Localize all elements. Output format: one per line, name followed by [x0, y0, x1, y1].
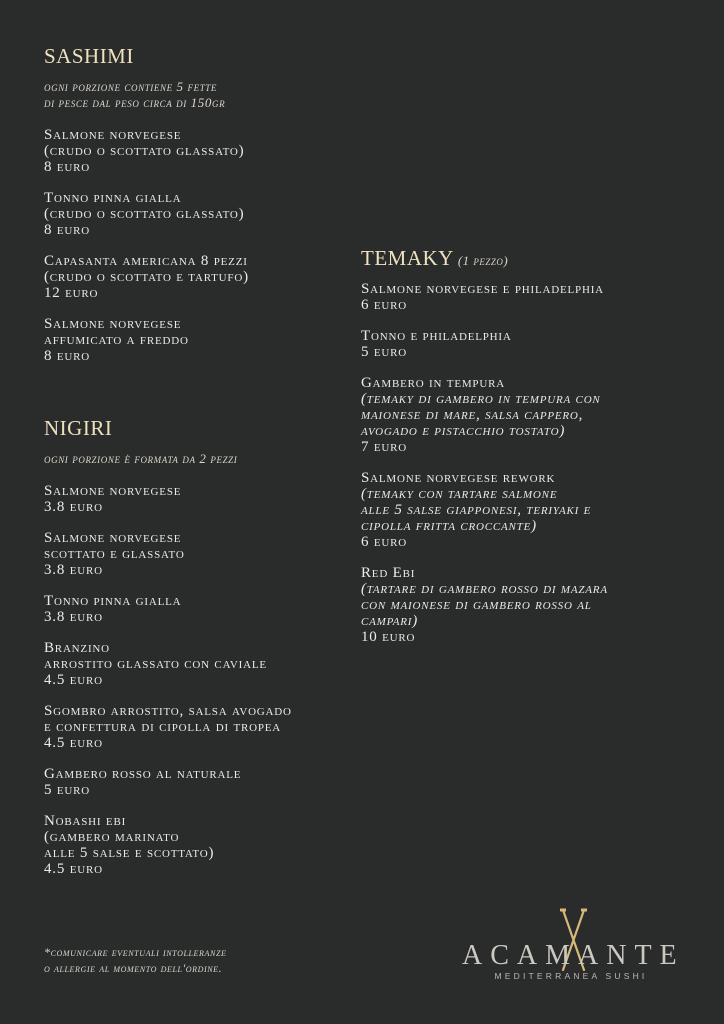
nigiri-item	[44, 703, 344, 751]
item-price: 3.8 euro	[44, 609, 103, 625]
sashimi-note: ogni porzione contiene 5 fette di pesce dal peso circa di 150gr	[44, 79, 226, 110]
item-name: Tonno pinna gialla	[44, 593, 182, 609]
temaky-title	[361, 246, 701, 271]
temaky-subtitle: (1 pezzo)	[457, 253, 509, 268]
item-name: Salmone norvegese	[44, 530, 182, 546]
item-price: 10 euro	[361, 629, 416, 645]
temaky-item	[361, 375, 701, 455]
temaky-item	[361, 470, 701, 550]
sashimi-item	[44, 316, 344, 364]
sashimi-item	[44, 127, 344, 175]
sashimi-item	[44, 190, 344, 238]
item-name: Capasanta americana 8 pezzi	[44, 253, 248, 269]
item-description: (crudo o scottato glassato)	[44, 206, 245, 222]
sashimi-title: SASHIMI	[44, 44, 134, 68]
item-name: Salmone norvegese rework	[361, 470, 556, 486]
item-description: (temaky di gambero in tempura con maionese di mare, salsa cappero, avogado e pistacchio tostato)	[361, 391, 601, 439]
temaky-item	[361, 328, 701, 360]
nigiri-item	[44, 593, 344, 625]
item-name: Salmone norvegese	[44, 127, 182, 143]
item-description: e confettura di cipolla di tropea	[44, 719, 282, 735]
nigiri-note: ogni porzione è formata da 2 pezzi	[44, 451, 238, 466]
nigiri-title: NIGIRI	[44, 416, 113, 440]
item-price: 8 euro	[44, 159, 90, 175]
item-price: 6 euro	[361, 297, 407, 313]
item-price: 8 euro	[44, 348, 90, 364]
item-name: Gambero rosso al naturale	[44, 766, 242, 782]
item-name: Salmone norvegese	[44, 483, 182, 499]
item-name: Branzino	[44, 640, 110, 656]
item-name: Tonno pinna gialla	[44, 190, 182, 206]
item-name: Tonno e philadelphia	[361, 328, 512, 344]
nigiri-list	[44, 483, 344, 877]
item-name: Sgombro arrostito, salsa avogado	[44, 703, 292, 719]
item-description: (gambero marinato alle 5 salse e scottato)	[44, 829, 215, 861]
item-description: affumicato a freddo	[44, 332, 189, 348]
item-description: arrostito glassato con caviale	[44, 656, 267, 672]
item-price: 6 euro	[361, 534, 407, 550]
item-price: 4.5 euro	[44, 861, 103, 877]
item-description: (temaky con tartare salmone alle 5 salse giapponesi, teriyaki e cipolla fritta croccante)	[361, 486, 592, 534]
item-description: scottato e glassato	[44, 546, 185, 562]
left-column	[44, 44, 344, 892]
item-name: Salmone norvegese	[44, 316, 182, 332]
nigiri-item	[44, 530, 344, 578]
allergy-note: *comunicare eventuali intolleranze o allergie al momento dell'ordine.	[44, 945, 227, 975]
item-name: Gambero in tempura	[361, 375, 505, 391]
brand-logo	[462, 908, 685, 988]
item-description: (crudo o scottato e tartufo)	[44, 269, 249, 285]
item-price: 4.5 euro	[44, 735, 103, 751]
logo-tagline: MEDITERRANEA SUSHI	[494, 971, 648, 981]
nigiri-item	[44, 483, 344, 515]
nigiri-item	[44, 640, 344, 688]
temaky-item	[361, 281, 701, 313]
item-name: Nobashi ebi	[44, 813, 127, 829]
item-price: 12 euro	[44, 285, 99, 301]
sashimi-list	[44, 127, 344, 364]
item-price: 3.8 euro	[44, 499, 103, 515]
item-price: 7 euro	[361, 439, 407, 455]
temaky-list	[361, 281, 701, 645]
item-price: 4.5 euro	[44, 672, 103, 688]
nigiri-item	[44, 766, 344, 798]
item-price: 8 euro	[44, 222, 90, 238]
item-name: Red Ebi	[361, 565, 416, 581]
temaky-title-text: TEMAKY	[361, 246, 454, 270]
item-name: Salmone norvegese e philadelphia	[361, 281, 604, 297]
item-price: 5 euro	[44, 782, 90, 798]
temaky-item	[361, 565, 701, 645]
item-price: 3.8 euro	[44, 562, 103, 578]
sashimi-item	[44, 253, 344, 301]
logo-wordmark: ACAMANTE	[462, 940, 685, 971]
right-column	[361, 246, 701, 660]
item-description: (crudo o scottato glassato)	[44, 143, 245, 159]
item-description: (tartare di gambero rosso di mazara con maionese di gambero rosso al campari)	[361, 581, 608, 629]
nigiri-item	[44, 813, 344, 877]
item-price: 5 euro	[361, 344, 407, 360]
